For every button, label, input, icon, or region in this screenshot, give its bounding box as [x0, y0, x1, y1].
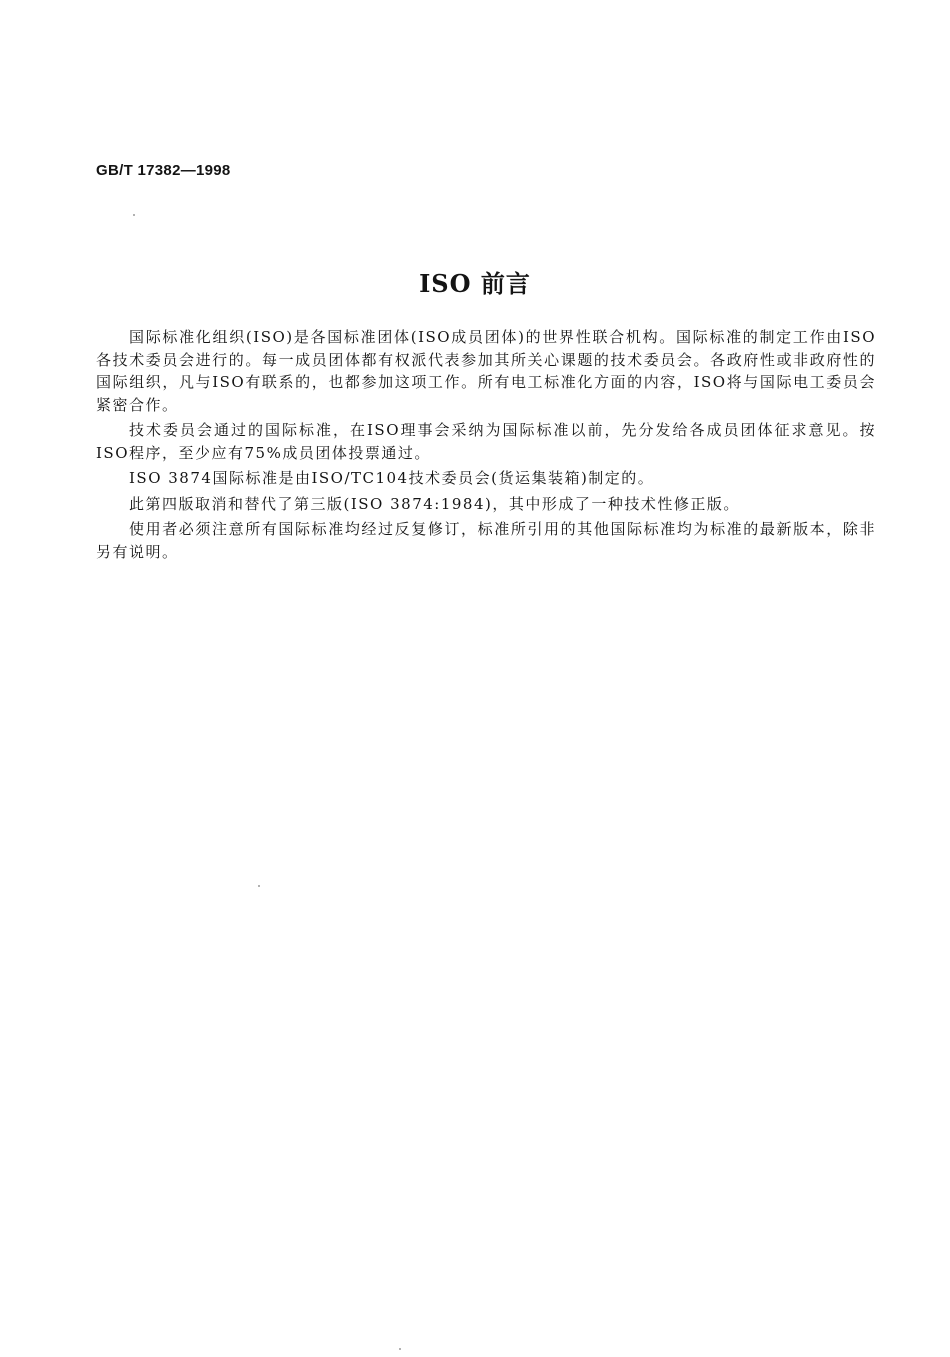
paragraph-voting: 技术委员会通过的国际标准，在ISO理事会采纳为国际标准以前，先分发给各成员团体征求意见。按ISO程序，至少应有75%成员团体投票通过。 — [96, 421, 876, 462]
paragraph-committee: ISO 3874国际标准是由ISO/TC104技术委员会(货运集装箱)制定的。 — [129, 469, 655, 487]
paragraph-edition: 此第四版取消和替代了第三版(ISO 3874:1984)，其中形成了一种技术性修正版。 — [129, 494, 740, 513]
document-body — [96, 326, 876, 566]
scan-speck — [133, 214, 135, 216]
scan-speck — [258, 885, 260, 887]
standard-code: GB/T 17382—1998 — [96, 162, 231, 179]
paragraph-revision-note: 使用者必须注意所有国际标准均经过反复修订，标准所引用的其他国际标准均为标准的最新版本，除非另有说明。 — [96, 520, 876, 561]
scan-speck — [399, 1348, 401, 1350]
paragraph-iso-intro: 国际标准化组织(ISO)是各国标准团体(ISO成员团体)的世界性联合机构。国际标准的制定工作由ISO各技术委员会进行的。每一成员团体都有权派代表参加其所关心课题的技术委员会。各政府性或非政府性的国际组织，凡与ISO有联系的，也都参加这项工作。所有电工标准化方面的内容，ISO将与国际电工委员会紧密合作。 — [96, 328, 876, 414]
page-title: ISO 前言 — [419, 269, 531, 298]
